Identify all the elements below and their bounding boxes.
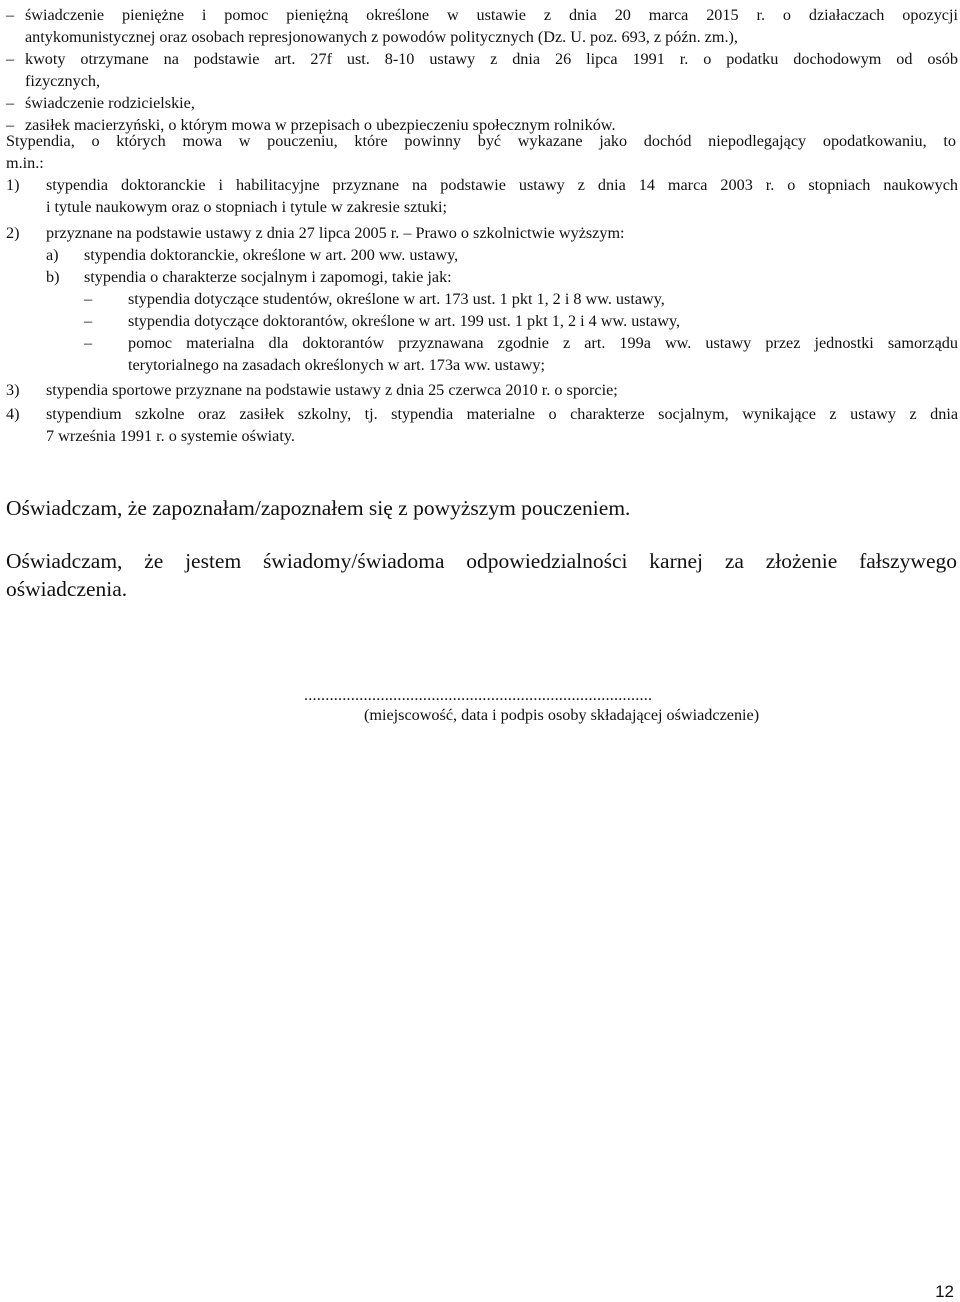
list-item-line: zasiłek macierzyński, o którym mowa w przepisach o ubezpieczeniu społecznym rolników. (25, 116, 616, 134)
list-item-line: fizycznych, (25, 72, 101, 90)
scholarship-list (2, 174, 958, 447)
item-line: terytorialnego na zasadach określonych w art. 173a ww. ustawy; (128, 356, 545, 374)
list-item (6, 4, 958, 48)
lettered-item (2, 244, 958, 266)
sub-list-item (2, 332, 958, 376)
item-letter: b) (46, 268, 60, 286)
item-line: stypendia dotyczące studentów, określone w art. 173 ust. 1 pkt 1, 2 i 8 ww. ustawy, (128, 290, 665, 308)
dash-bullet: – (84, 334, 93, 352)
sub-list-item (2, 310, 958, 332)
item-line: stypendia dotyczące doktorantów, określone w art. 199 ust. 1 pkt 1, 2 i 4 ww. ustawy, (128, 312, 681, 330)
item-number: 3) (6, 381, 20, 399)
dash-bullet: – (6, 116, 15, 134)
item-line: 7 września 1991 r. o systemie oświaty. (46, 427, 295, 445)
item-line: stypendia doktoranckie i habilitacyjne przyznane na podstawie ustawy z dnia 14 marca 2003 r. o stopniach naukowych (46, 176, 958, 194)
dash-bullet: – (6, 94, 15, 112)
item-line: stypendia doktoranckie, określone w art. 200 ww. ustawy, (84, 246, 459, 264)
dash-bullet: – (84, 312, 93, 330)
item-line: stypendium szkolne oraz zasiłek szkolny, tj. stypendia materialne o charakterze socjalnym, wynikające z ustawy z dnia (46, 405, 958, 423)
scholarship-intro-line: m.in.: (6, 154, 44, 172)
numbered-item (2, 379, 958, 401)
list-item-line: antykomunistycznej oraz osobach represjonowanych z powodów politycznych (Dz. U. poz. 693, z późn. zm.), (25, 28, 738, 46)
list-item (6, 48, 958, 92)
numbered-item (2, 222, 958, 244)
item-line: stypendia sportowe przyznane na podstawie ustawy z dnia 25 czerwca 2010 r. o sporcie; (46, 381, 618, 399)
declaration-first: Oświadczam, że zapoznałam/zapoznałem się z powyższym pouczeniem. (6, 496, 631, 520)
list-item-line: kwoty otrzymane na podstawie art. 27f ust. 8-10 ustawy z dnia 26 lipca 1991 r. o podatku dochodowym od osób (25, 50, 958, 68)
signature-caption: (miejscowość, data i podpis osoby składającej oświadczenie) (364, 706, 760, 724)
sub-list-item (2, 288, 958, 310)
dash-bullet: – (6, 50, 15, 68)
item-line: przyznane na podstawie ustawy z dnia 27 lipca 2005 r. – Prawo o szkolnictwie wyższym: (46, 224, 625, 242)
signature-line: .................................................................................. (304, 686, 653, 704)
list-item (6, 92, 958, 114)
item-number: 2) (6, 224, 20, 242)
page-number: 12 (935, 1282, 954, 1301)
list-item-line: świadczenie pieniężne i pomoc pieniężną określone w ustawie z dnia 20 marca 2015 r. o działaczach opozycji (25, 6, 958, 24)
item-number: 1) (6, 176, 20, 194)
numbered-item (2, 403, 958, 447)
intro-list (6, 4, 958, 136)
list-item-line: świadczenie rodzicielskie, (25, 94, 195, 112)
item-number: 4) (6, 405, 20, 423)
scholarship-intro-line: Stypendia, o których mowa w pouczeniu, które powinny być wykazane jako dochód niepodlegający opodatkowaniu, to (6, 132, 956, 150)
numbered-item (2, 174, 958, 218)
item-line: i tytule naukowym oraz o stopniach i tytule w zakresie sztuki; (46, 198, 447, 216)
scholarship-intro (6, 130, 956, 174)
lettered-item (2, 266, 958, 288)
item-line: pomoc materialna dla doktorantów przyznawana zgodnie z art. 199a ww. ustawy przez jednostki samorządu (128, 334, 958, 352)
dash-bullet: – (84, 290, 93, 308)
dash-bullet: – (6, 6, 15, 24)
item-line: stypendia o charakterze socjalnym i zapomogi, takie jak: (84, 268, 452, 286)
item-letter: a) (46, 246, 59, 264)
declaration-second: Oświadczam, że jestem świadomy/świadoma odpowiedzialności karnej za złożenie fałszywego oświadczenia. (6, 549, 957, 601)
